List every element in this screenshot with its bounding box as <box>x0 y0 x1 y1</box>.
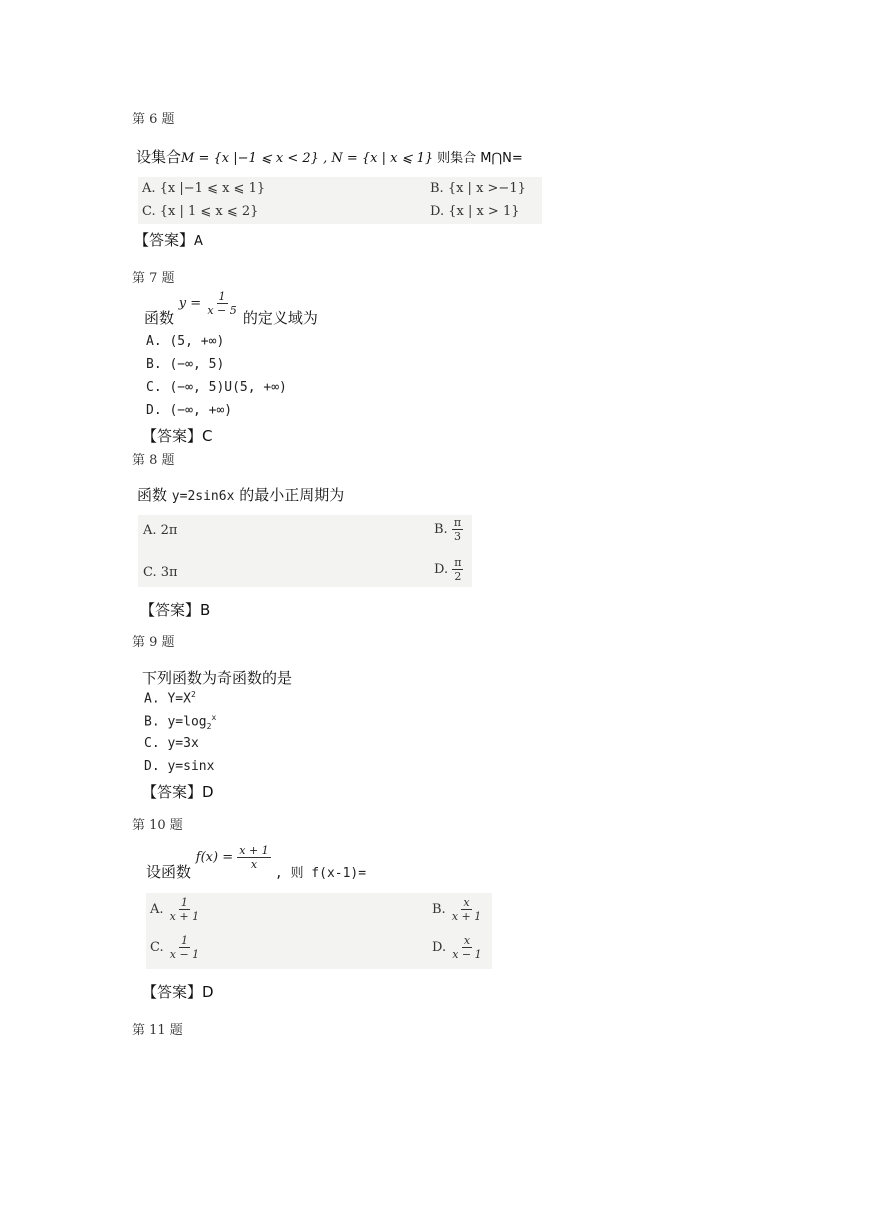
q9-option-a-text: A. Y=X <box>144 691 191 707</box>
q8-stem-prefix: 函数 <box>137 486 168 504</box>
q10-option-d-numerator: x <box>463 934 471 947</box>
q8-option-b-label: B. <box>434 522 448 537</box>
q10-option-b-numerator: x <box>463 896 470 909</box>
q8-option-b-denominator: 3 <box>453 530 461 543</box>
q7-option-a: A. (5, +∞) <box>146 334 225 349</box>
answer-value: D <box>202 983 214 1001</box>
q10-title: 第 10 题 <box>132 818 183 833</box>
q6-stem-math: M = {x |−1 ⩽ x < 2} , N = {x | x ⩽ 1} <box>181 151 434 166</box>
q8-stem <box>137 484 344 505</box>
answer-label: 【答案】 <box>142 783 203 801</box>
answer-value: B <box>200 601 211 619</box>
q8-options-image <box>138 515 472 587</box>
q9-answer <box>142 781 214 802</box>
q10-option-d-denominator: x − 1 <box>452 948 482 961</box>
q8-stem-suffix: 的最小正周期为 <box>239 486 345 504</box>
answer-label: 【答案】 <box>142 427 203 445</box>
q8-answer <box>140 599 210 620</box>
q6-option-b: B. {x | x >−1} <box>430 181 526 196</box>
q10-option-b <box>432 897 483 922</box>
q10-option-a-fraction <box>168 897 201 922</box>
q9-option-b-base: 2 <box>206 721 212 731</box>
q8-title: 第 8 题 <box>132 453 175 468</box>
q10-stem-prefix: 设函数 <box>146 863 192 881</box>
q11-title: 第 11 题 <box>132 1023 183 1038</box>
q7-stem-suffix: 的定义域为 <box>242 309 318 327</box>
q10-option-b-fraction <box>450 897 483 922</box>
q10-option-b-denominator: x + 1 <box>451 910 482 923</box>
q9-option-b-text: B. y=log <box>144 714 207 730</box>
q8-option-b <box>434 517 463 542</box>
answer-value: D <box>202 783 214 801</box>
q10-option-c <box>150 935 201 960</box>
q10-option-a-numerator: 1 <box>180 896 188 909</box>
q10-option-b-label: B. <box>432 902 446 917</box>
q8-option-a: A. 2π <box>143 523 178 538</box>
q10-option-c-numerator: 1 <box>180 934 188 947</box>
q7-equation <box>178 290 243 317</box>
q10-stem-suffix: , 则 f(x-1)= <box>274 866 367 881</box>
q10-options-image <box>146 893 492 969</box>
q7-fraction-numerator: 1 <box>218 290 226 303</box>
q7-stem <box>144 290 318 327</box>
q10-equation <box>195 844 275 871</box>
q10-fraction-denominator: x <box>250 858 258 871</box>
q7-fraction-denominator: x − 5 <box>207 304 237 317</box>
q6-stem-prefix: 设集合 <box>136 148 182 166</box>
q10-fraction <box>237 845 270 870</box>
q9-option-a-exponent: 2 <box>190 690 196 699</box>
q7-title: 第 7 题 <box>132 271 175 286</box>
q9-option-c: C. y=3x <box>144 736 199 751</box>
q10-option-c-fraction <box>168 935 201 960</box>
answer-label: 【答案】 <box>134 231 195 249</box>
q10-option-d <box>432 935 484 960</box>
q10-option-c-denominator: x − 1 <box>169 948 200 961</box>
answer-value: C <box>202 427 213 445</box>
q8-option-d <box>434 557 463 582</box>
q7-stem-prefix: 函数 <box>144 309 175 327</box>
q6-option-c: C. {x | 1 ⩽ x ⩽ 2} <box>142 204 259 219</box>
q6-answer <box>134 229 203 250</box>
answer-value: A <box>194 234 203 249</box>
q8-option-d-numerator: π <box>454 556 462 569</box>
q10-fraction-numerator: x + 1 <box>239 844 269 857</box>
q9-option-d: D. y=sinx <box>144 759 215 774</box>
q8-option-d-denominator: 2 <box>454 570 462 583</box>
q6-option-d: D. {x | x > 1} <box>430 204 520 219</box>
q10-stem <box>146 845 366 881</box>
q8-option-c: C. 3π <box>143 565 178 580</box>
q10-option-c-label: C. <box>150 940 164 955</box>
q10-option-a-denominator: x + 1 <box>169 910 200 923</box>
q7-option-c: C. (−∞, 5)U(5, +∞) <box>146 380 287 395</box>
q9-option-b <box>144 713 216 731</box>
q9-title: 第 9 题 <box>132 635 175 650</box>
q8-option-b-numerator: π <box>453 516 462 529</box>
q8-stem-formula: y=2sin6x <box>171 489 235 504</box>
q6-option-a: A. {x |−1 ⩽ x ⩽ 1} <box>142 181 266 196</box>
q7-eq-lhs: y = <box>178 296 202 311</box>
q8-option-d-label: D. <box>434 562 449 577</box>
q7-answer <box>142 425 213 446</box>
q6-stem-suffix: 则集合 M⋂N= <box>437 151 523 166</box>
q10-option-d-label: D. <box>432 940 447 955</box>
q10-option-a-label: A. <box>150 902 164 917</box>
q7-option-b: B. (−∞, 5) <box>146 357 225 372</box>
q10-eq-lhs: f(x) = <box>195 850 234 865</box>
answer-label: 【答案】 <box>142 983 203 1001</box>
q9-option-a <box>144 690 196 706</box>
q7-fraction <box>205 291 238 316</box>
q10-option-a <box>150 897 201 922</box>
answer-label: 【答案】 <box>140 601 201 619</box>
q7-option-d: D. (−∞, +∞) <box>146 403 233 418</box>
q9-stem: 下列函数为奇函数的是 <box>142 669 293 687</box>
q6-options-image <box>138 177 542 224</box>
q8-option-d-fraction <box>452 557 463 582</box>
q8-option-b-fraction <box>452 517 463 542</box>
q10-answer <box>142 981 214 1002</box>
q6-stem <box>136 146 523 167</box>
q6-title: 第 6 题 <box>132 112 175 127</box>
q10-option-d-fraction <box>450 935 483 960</box>
q9-option-b-argument: x <box>211 713 217 722</box>
